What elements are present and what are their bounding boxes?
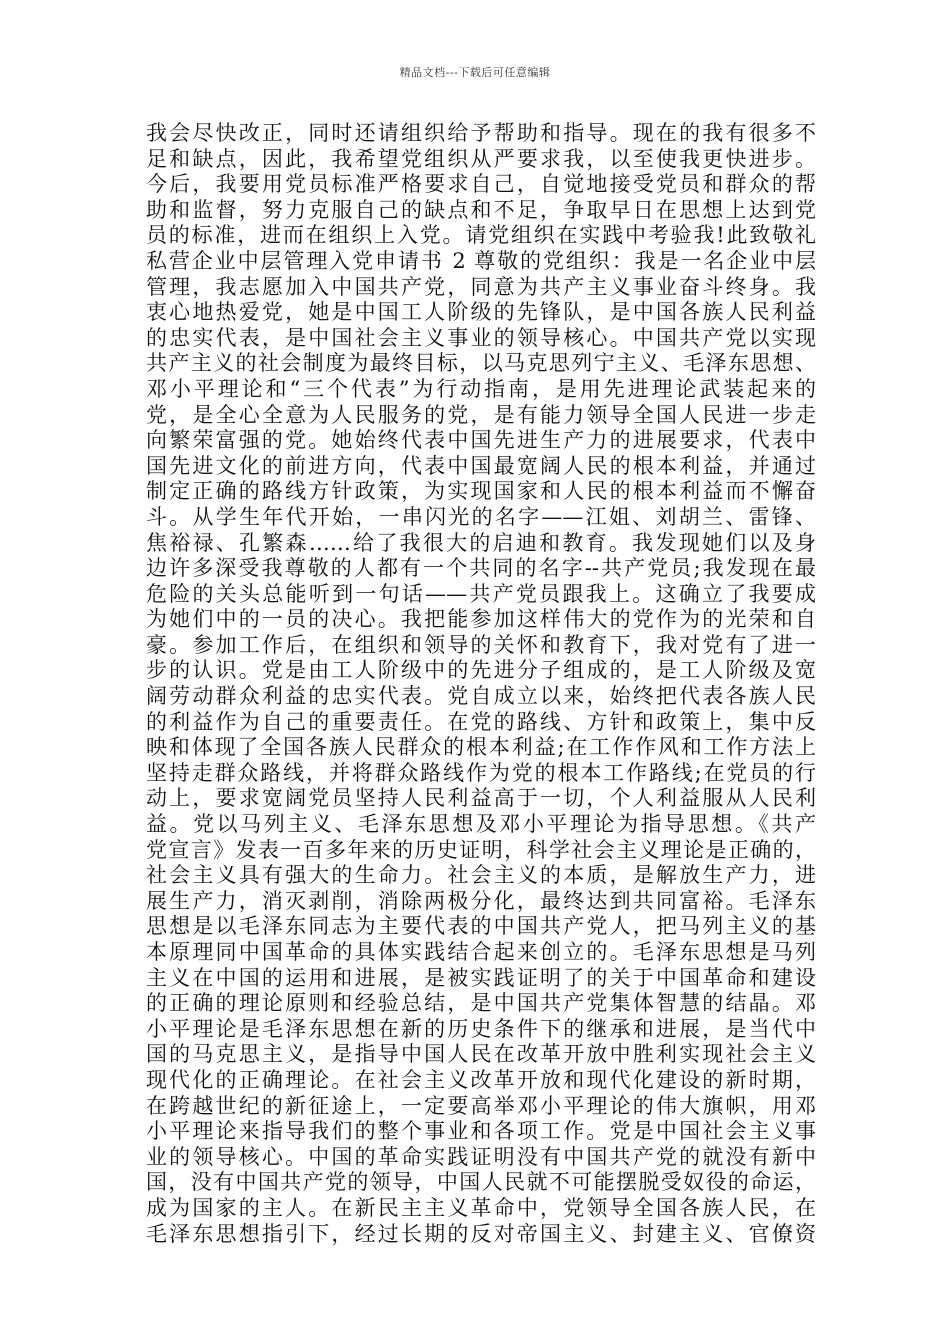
body-text-line: 邓小平理论和“三个代表”为行动指南，是用先进理论武装起来的 (146, 376, 816, 401)
body-text-line: 足和缺点，因此，我希望党组织从严要求我，以至使我更快进步。 (146, 146, 816, 171)
body-text-line: 思想是以毛泽东同志为主要代表的中国共产党人，把马列主义的基 (146, 914, 816, 939)
body-text-line: 主义在中国的运用和进展，是被实践证明了的关于中国革命和建设 (146, 965, 816, 990)
body-text-line: 斗。从学生年代开始，一串闪光的名字——江姐、刘胡兰、雷锋、 (146, 504, 816, 529)
body-text-line: 我会尽快改正，同时还请组织给予帮助和指导。现在的我有很多不 (146, 121, 816, 145)
body-text-line: 管理，我志愿加入中国共产党，同意为共产主义事业奋斗终身。我 (146, 274, 816, 299)
body-text-line: 制定正确的路线方针政策，为实现国家和人民的根本利益而不懈奋 (146, 479, 816, 504)
body-text-line: 共产主义的社会制度为最终目标，以马克思列宁主义、毛泽东思想、 (146, 351, 816, 376)
body-text-line: 的忠实代表，是中国社会主义事业的领导核心。中国共产党以实现 (146, 325, 816, 350)
document-body (146, 121, 816, 1247)
body-text-line: 步的认识。党是由工人阶级中的先进分子组成的，是工人阶级及宽 (146, 658, 816, 683)
body-text-line: 国先进文化的前进方向，代表中国最宽阔人民的根本利益，并通过 (146, 453, 816, 478)
body-text-line: 焦裕禄、孔繁森……给了我很大的启迪和教育。我发现她们以及身 (146, 530, 816, 555)
body-text-line: 小平理论来指导我们的整个事业和各项工作。党是中国社会主义事 (146, 1119, 816, 1144)
body-text-line: 现代化的正确理论。在社会主义改革开放和现代化建设的新时期， (146, 1067, 816, 1092)
body-text-line: 助和监督，努力克服自己的缺点和不足，争取早日在思想上达到党 (146, 197, 816, 222)
body-text-line: 的利益作为自己的重要责任。在党的路线、方针和政策上，集中反 (146, 709, 816, 734)
body-text-line: 小平理论是毛泽东思想在新的历史条件下的继承和进展，是当代中 (146, 1016, 816, 1041)
body-text-line: 成为国家的主人。在新民主主义革命中，党领导全国各族人民，在 (146, 1195, 816, 1220)
body-text-line: 本原理同中国革命的具体实践结合起来创立的。毛泽东思想是马列 (146, 940, 816, 964)
body-text-line: 益。党以马列主义、毛泽东思想及邓小平理论为指导思想。《共产 (146, 812, 816, 837)
body-text-line: 今后，我要用党员标准严格要求自己，自觉地接受党员和群众的帮 (146, 172, 816, 197)
body-text-line: 展生产力，消灭剥削，消除两极分化，最终达到共同富裕。毛泽东 (146, 888, 816, 913)
body-text-line: 动上，要求宽阔党员坚持人民利益高于一切，个人利益服从人民利 (146, 786, 816, 811)
body-text-line: 坚持走群众路线，并将群众路线作为党的根本工作路线;在党员的行 (146, 760, 816, 785)
body-text-line: 党，是全心全意为人民服务的党，是有能力领导全国人民进一步走 (146, 402, 816, 427)
body-text-line: 私营企业中层管理入党申请书 2 尊敬的党组织：我是一名企业中层 (146, 248, 816, 273)
body-text-line: 危险的关头总能听到一句话——共产党员跟我上。这确立了我要成 (146, 581, 816, 606)
body-text-line: 党宣言》发表一百多年来的历史证明，科学社会主义理论是正确的， (146, 837, 816, 862)
body-text-line: 的正确的理论原则和经验总结，是中国共产党集体智慧的结晶。邓 (146, 991, 816, 1016)
body-text-line: 在跨越世纪的新征途上，一定要高举邓小平理论的伟大旗帜，用邓 (146, 1093, 816, 1118)
body-text-line: 衷心地热爱党，她是中国工人阶级的先锋队，是中国各族人民利益 (146, 300, 816, 325)
body-text-line: 边许多深受我尊敬的人都有一个共同的名字--共产党员;我发现在最 (146, 556, 816, 581)
body-text-line: 业的领导核心。中国的革命实践证明没有中国共产党的就没有新中 (146, 1144, 816, 1169)
body-text-line: 向繁荣富强的党。她始终代表中国先进生产力的进展要求，代表中 (146, 428, 816, 453)
body-text-line: 映和体现了全国各族人民群众的根本利益;在工作作风和工作方法上 (146, 735, 816, 760)
body-text-line: 阔劳动群众利益的忠实代表。党自成立以来，始终把代表各族人民 (146, 684, 816, 709)
body-text-line: 毛泽东思想指引下，经过长期的反对帝国主义、封建主义、官僚资 (146, 1221, 816, 1246)
body-text-line: 国，没有中国共产党的领导，中国人民就不可能摆脱受奴役的命运， (146, 1170, 816, 1195)
body-text-line: 豪。参加工作后，在组织和领导的关怀和教育下，我对党有了进一 (146, 632, 816, 657)
body-text-line: 社会主义具有强大的生命力。社会主义的本质，是解放生产力，进 (146, 863, 816, 888)
page-header: 精品文档---下载后可任意编辑 (399, 66, 551, 79)
body-text-line: 国的马克思主义，是指导中国人民在改革开放中胜利实现社会主义 (146, 1042, 816, 1067)
body-text-line: 为她们中的一员的决心。我把能参加这样伟大的党作为的光荣和自 (146, 607, 816, 632)
body-text-line: 员的标准，进而在组织上入党。请党组织在实践中考验我!此致敬礼 (146, 223, 816, 248)
